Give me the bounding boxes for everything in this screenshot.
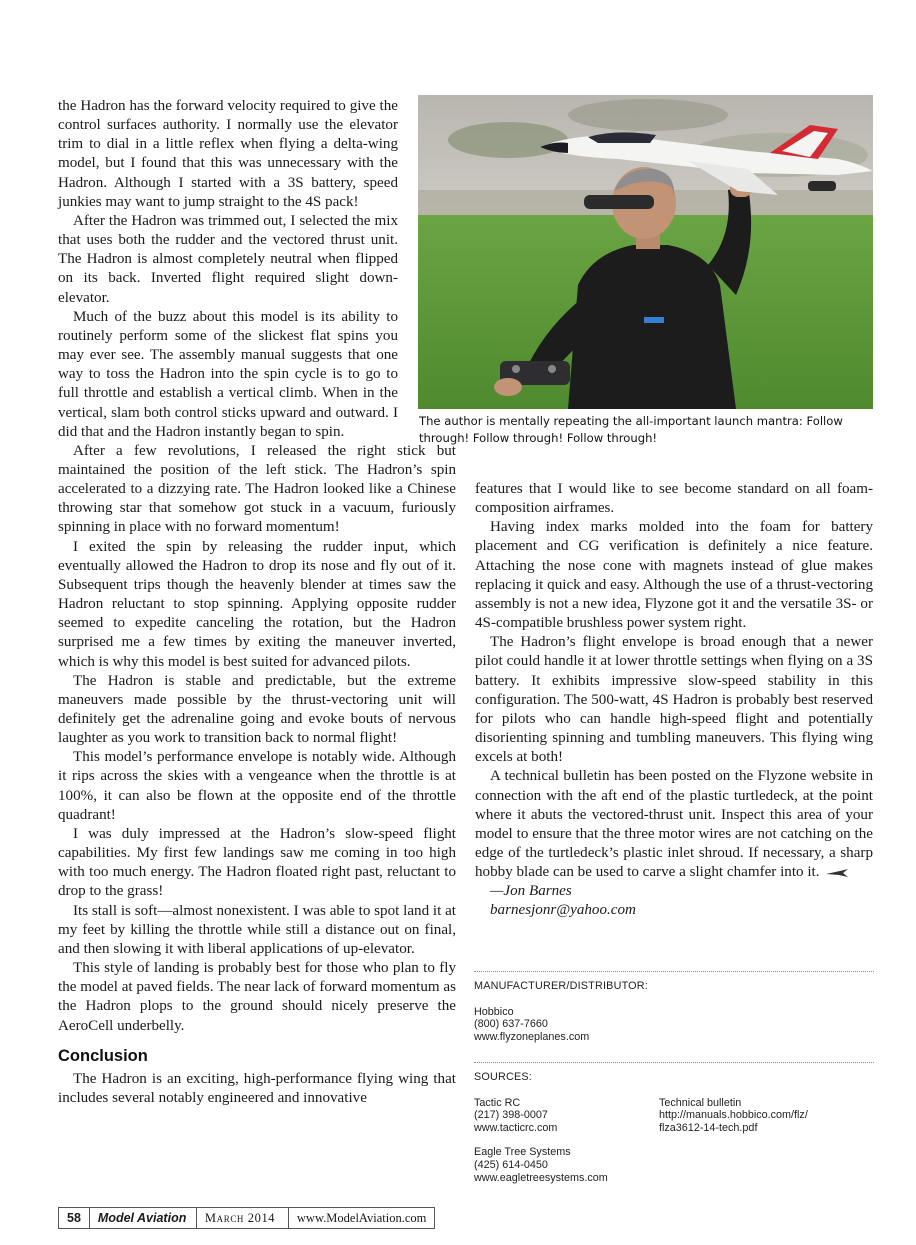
source-website[interactable]: www.tacticrc.com [474,1121,558,1134]
end-mark-plane-icon [826,868,848,878]
manufacturer-name: Hobbico [474,1005,514,1018]
sources-right-column [659,1097,844,1197]
article-paragraph: The Hadron’s flight envelope is broad enough that a newer pilot could handle it at lower throttle settings when flying on a 3S battery. It exhibits impressive slow-speed stability in this configuration. The 500-watt, 4S Hadron is probably best reserved for pilots who can handle high-speed flight and potentially disorienting spinning and tumbling maneuvers. This flying wing excels at both! [475,634,873,766]
source-name: Eagle Tree Systems [474,1146,571,1159]
photo-illustration [418,95,873,409]
magazine-website[interactable]: www.ModelAviation.com [296,1210,427,1225]
manufacturer-info [474,1006,874,1044]
source-phone: (217) 398-0007 [474,1109,548,1122]
article-paragraph: After the Hadron was trimmed out, I selected the mix that uses both the rudder and the vectored thrust unit. The Hadron is almost completely neutral when flipped on its back. Inverted flight required slight down-elevator. [58,212,398,306]
sources-heading: SOURCES: [474,1071,532,1083]
article-paragraph [475,767,873,882]
manufacturer-box [474,971,874,1055]
article-paragraph: the Hadron has the forward velocity required to give the control surfaces authority. I normally use the elevator trim to dial in a little reflex when flying a delta-wing model, but I found that this was unnecessary with the Hadron. Although I started with a 3S battery, speed junkies may want to jump straight to the 4S pack! [58,98,398,210]
sources-left-column [474,1097,659,1197]
article-paragraph: The Hadron is stable and predictable, but the extreme maneuvers made possible by the thrust-vectoring unit will definitely get the adrenaline going and evoke bouts of nervous laughter as you work to transition back to normal flight! [58,672,456,747]
final-paragraph-text: A technical bulletin has been posted on the Flyzone website in connection with the aft end of the plastic turtledeck, at the point where it abuts the vectored-thrust unit. Inspect this area of your model to ensure that the three motor wires are not catching on the edge of the turtledeck’s plastic inlet shroud. If necessary, a sharp hobby blade can be used to carve a slight chamfer into it. [475,768,873,881]
issue-date: March 2014 [197,1208,289,1228]
sources-box [474,1062,874,1196]
source-entry [474,1146,659,1184]
manufacturer-heading: MANUFACTURER/DISTRIBUTOR: [474,980,648,992]
article-paragraph: Its stall is soft—almost nonexistent. I was able to spot land it at my feet by killing the throttle while still a distance out on final, and then slowing it with liberal applications of up-elevator. [58,902,456,957]
page-footer [58,1207,435,1229]
source-url-continued[interactable]: flza3612-14-tech.pdf [659,1121,758,1134]
manufacturer-phone: (800) 637-7660 [474,1018,548,1031]
article-paragraph: features that I would like to see become standard on all foam-composition airframes. [475,481,873,517]
magazine-name: Model Aviation [90,1208,197,1228]
source-website[interactable]: www.eagletreesystems.com [474,1171,608,1184]
article-paragraph: I was duly impressed at the Hadron’s slow-speed flight capabilities. My first few landings saw me coming in too high with too much energy. The Hadron floated right past, reluctant to drop to the grass! [58,825,456,900]
source-name: Tactic RC [474,1096,521,1109]
source-url[interactable]: http://manuals.hobbico.com/flz/ [659,1109,808,1122]
source-phone: (425) 614-0450 [474,1158,548,1171]
article-right-column [475,480,873,921]
author-signature: —Jon Barnes [490,883,572,900]
conclusion-heading: Conclusion [58,1046,148,1065]
article-left-column [58,97,456,1108]
article-paragraph: This style of landing is probably best for those who plan to fly the model at paved fields. The near lack of forward momentum as the Hadron plops to the ground should nicely preserve the AeroCell underbelly. [58,960,456,1034]
manufacturer-website[interactable]: www.flyzoneplanes.com [474,1030,590,1043]
article-paragraph: Much of the buzz about this model is its ability to routinely perform some of the slickest flat spins you may ever see. The assembly manual suggests that one way to toss the Hadron into the spin cycle is to go to full throttle and establish a vertical climb. When in the vertical, slam both control sticks upward and outward. I did that and the Hadron instantly began to spin. [58,308,398,440]
article-paragraph: Having index marks molded into the foam for battery placement and CG verification is definitely a nice feature. Attaching the nose cone with magnets instead of glue makes replacing it quick and easy. Although the use of a thrust-vectoring assembly is not a new idea, Flyzone got it and the versatile 3S- or 4S-compatible brushless power system right. [475,519,873,632]
article-paragraph: After a few revolutions, I released the right stick but maintained the position of the left stick. The Hadron’s spin accelerated to a dizzying rate. The Hadron looked like a Chinese throwing star that somehow got stuck in a vacuum, furiously spinning in place with no forward momentum! [58,442,456,536]
author-email: barnesjonr@yahoo.com [490,902,636,919]
dotted-divider [474,1062,874,1063]
source-name: Technical bulletin [659,1096,742,1109]
sources-columns [474,1097,874,1197]
left-column-upper-text [58,97,398,442]
article-paragraph: This model’s performance envelope is notably wide. Although it rips across the skies with a vengeance when the throttle is at 100%, it can also be flown at the opposite end of the throttle quadrant! [58,749,456,823]
dotted-divider [474,971,874,972]
article-paragraph: The Hadron is an exciting, high-performance flying wing that includes several notably engineered and innovative [58,1070,456,1106]
photo-caption: The author is mentally repeating the all-important launch mantra: Follow through! Follow through! Follow through! [419,414,843,445]
source-entry [659,1097,844,1135]
author-launch-photo [418,95,873,409]
source-entry [474,1097,659,1135]
article-paragraph: I exited the spin by releasing the rudder input, which eventually allowed the Hadron to drop its nose and fly out of it. Subsequent trips though the heavenly blender at times saw the Hadron reluctant to stop spinning. Applying opposite rudder seemed to expedite canceling the rotation, but the Hadron surprised me a few times by exiting the maneuver inverted, which is why this model is best suited for advanced pilots. [58,538,456,670]
page-number: 58 [59,1208,90,1228]
